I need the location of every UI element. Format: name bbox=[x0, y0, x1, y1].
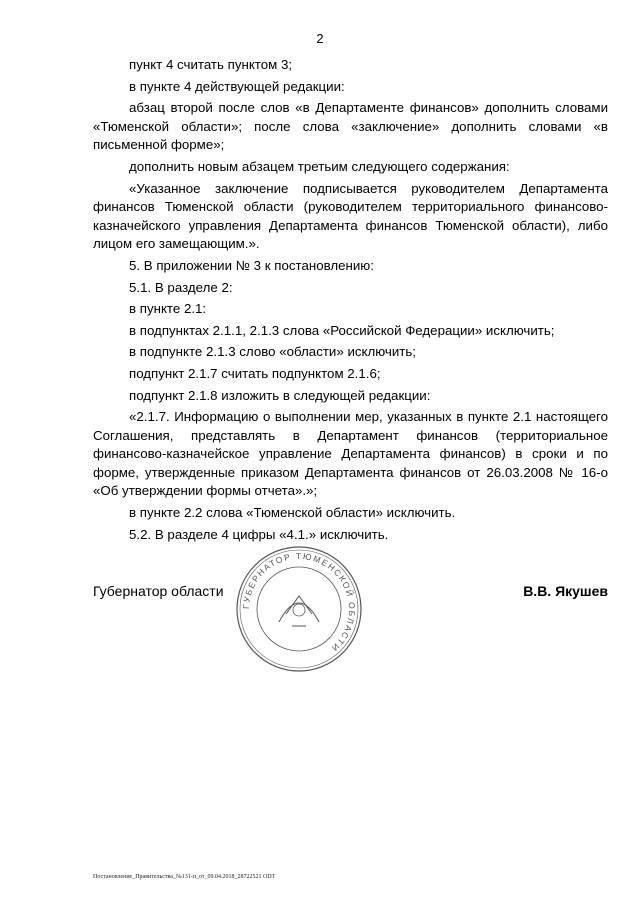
paragraph: пункт 4 считать пунктом 3; bbox=[129, 57, 293, 72]
paragraph: 5. В приложении № 3 к постановлению: bbox=[129, 257, 374, 273]
paragraph: в пункте 2.2 слова «Тюменской области» исключить. bbox=[129, 505, 456, 521]
official-seal bbox=[234, 544, 364, 674]
paragraph: «2.1.7. Информацию о выполнении мер, указанных в пункте 2.1 настоящего Соглашения, представлять в Департамент финансов (территориальное финансово-казначейское управление Департамента финансов) в сроки и по форме, утвержденные приказом Департамента финансов от 26.03.2008 № 16-о «Об утверждении формы отчета».»; bbox=[93, 409, 608, 499]
svg-text:ГУБЕРНАТОР ТЮМЕНСКОЙ ОБЛАСТИ: ГУБЕРНАТОР ТЮМЕНСКОЙ ОБЛАСТИ bbox=[240, 550, 358, 655]
paragraph: в подпункте 2.1.3 слово «области» исключить; bbox=[129, 344, 416, 360]
paragraph: дополнить новым абзацем третьим следующего содержания: bbox=[129, 158, 510, 174]
document-body bbox=[93, 56, 608, 547]
paragraph: в пункте 2.1: bbox=[129, 301, 207, 317]
paragraph: в подпунктах 2.1.1, 2.1.3 слова «Российской Федерации» исключить; bbox=[129, 322, 555, 338]
paragraph: абзац второй после слов «в Департаменте финансов» дополнить словами «Тюменской области»; после слова «заключение» дополнить словами «в письменной форме»; bbox=[93, 100, 608, 153]
signature-name: В.В. Якушев bbox=[523, 583, 608, 599]
paragraph: «Указанное заключение подписывается руководителем Департамента финансов Тюменской области (руководителем территориального финансово-казначейского управления Департамента финансов Тюменской области), либо лицом его замещающим.». bbox=[93, 180, 608, 252]
paragraph: 5.2. В разделе 4 цифры «4.1.» исключить. bbox=[129, 526, 389, 542]
paragraph: подпункт 2.1.7 считать подпунктом 2.1.6; bbox=[129, 365, 381, 381]
paragraph: в пункте 4 действующей редакции: bbox=[129, 78, 345, 94]
paragraph: 5.1. В разделе 2: bbox=[129, 279, 233, 295]
signature-title: Губернатор области bbox=[93, 583, 224, 599]
paragraph: подпункт 2.1.8 изложить в следующей редакции: bbox=[129, 387, 431, 403]
document-footer: Постановление_Правительства_№131-п_от_09.04.2018_28722521 ODT bbox=[93, 874, 276, 880]
page-number: 2 bbox=[316, 31, 324, 46]
